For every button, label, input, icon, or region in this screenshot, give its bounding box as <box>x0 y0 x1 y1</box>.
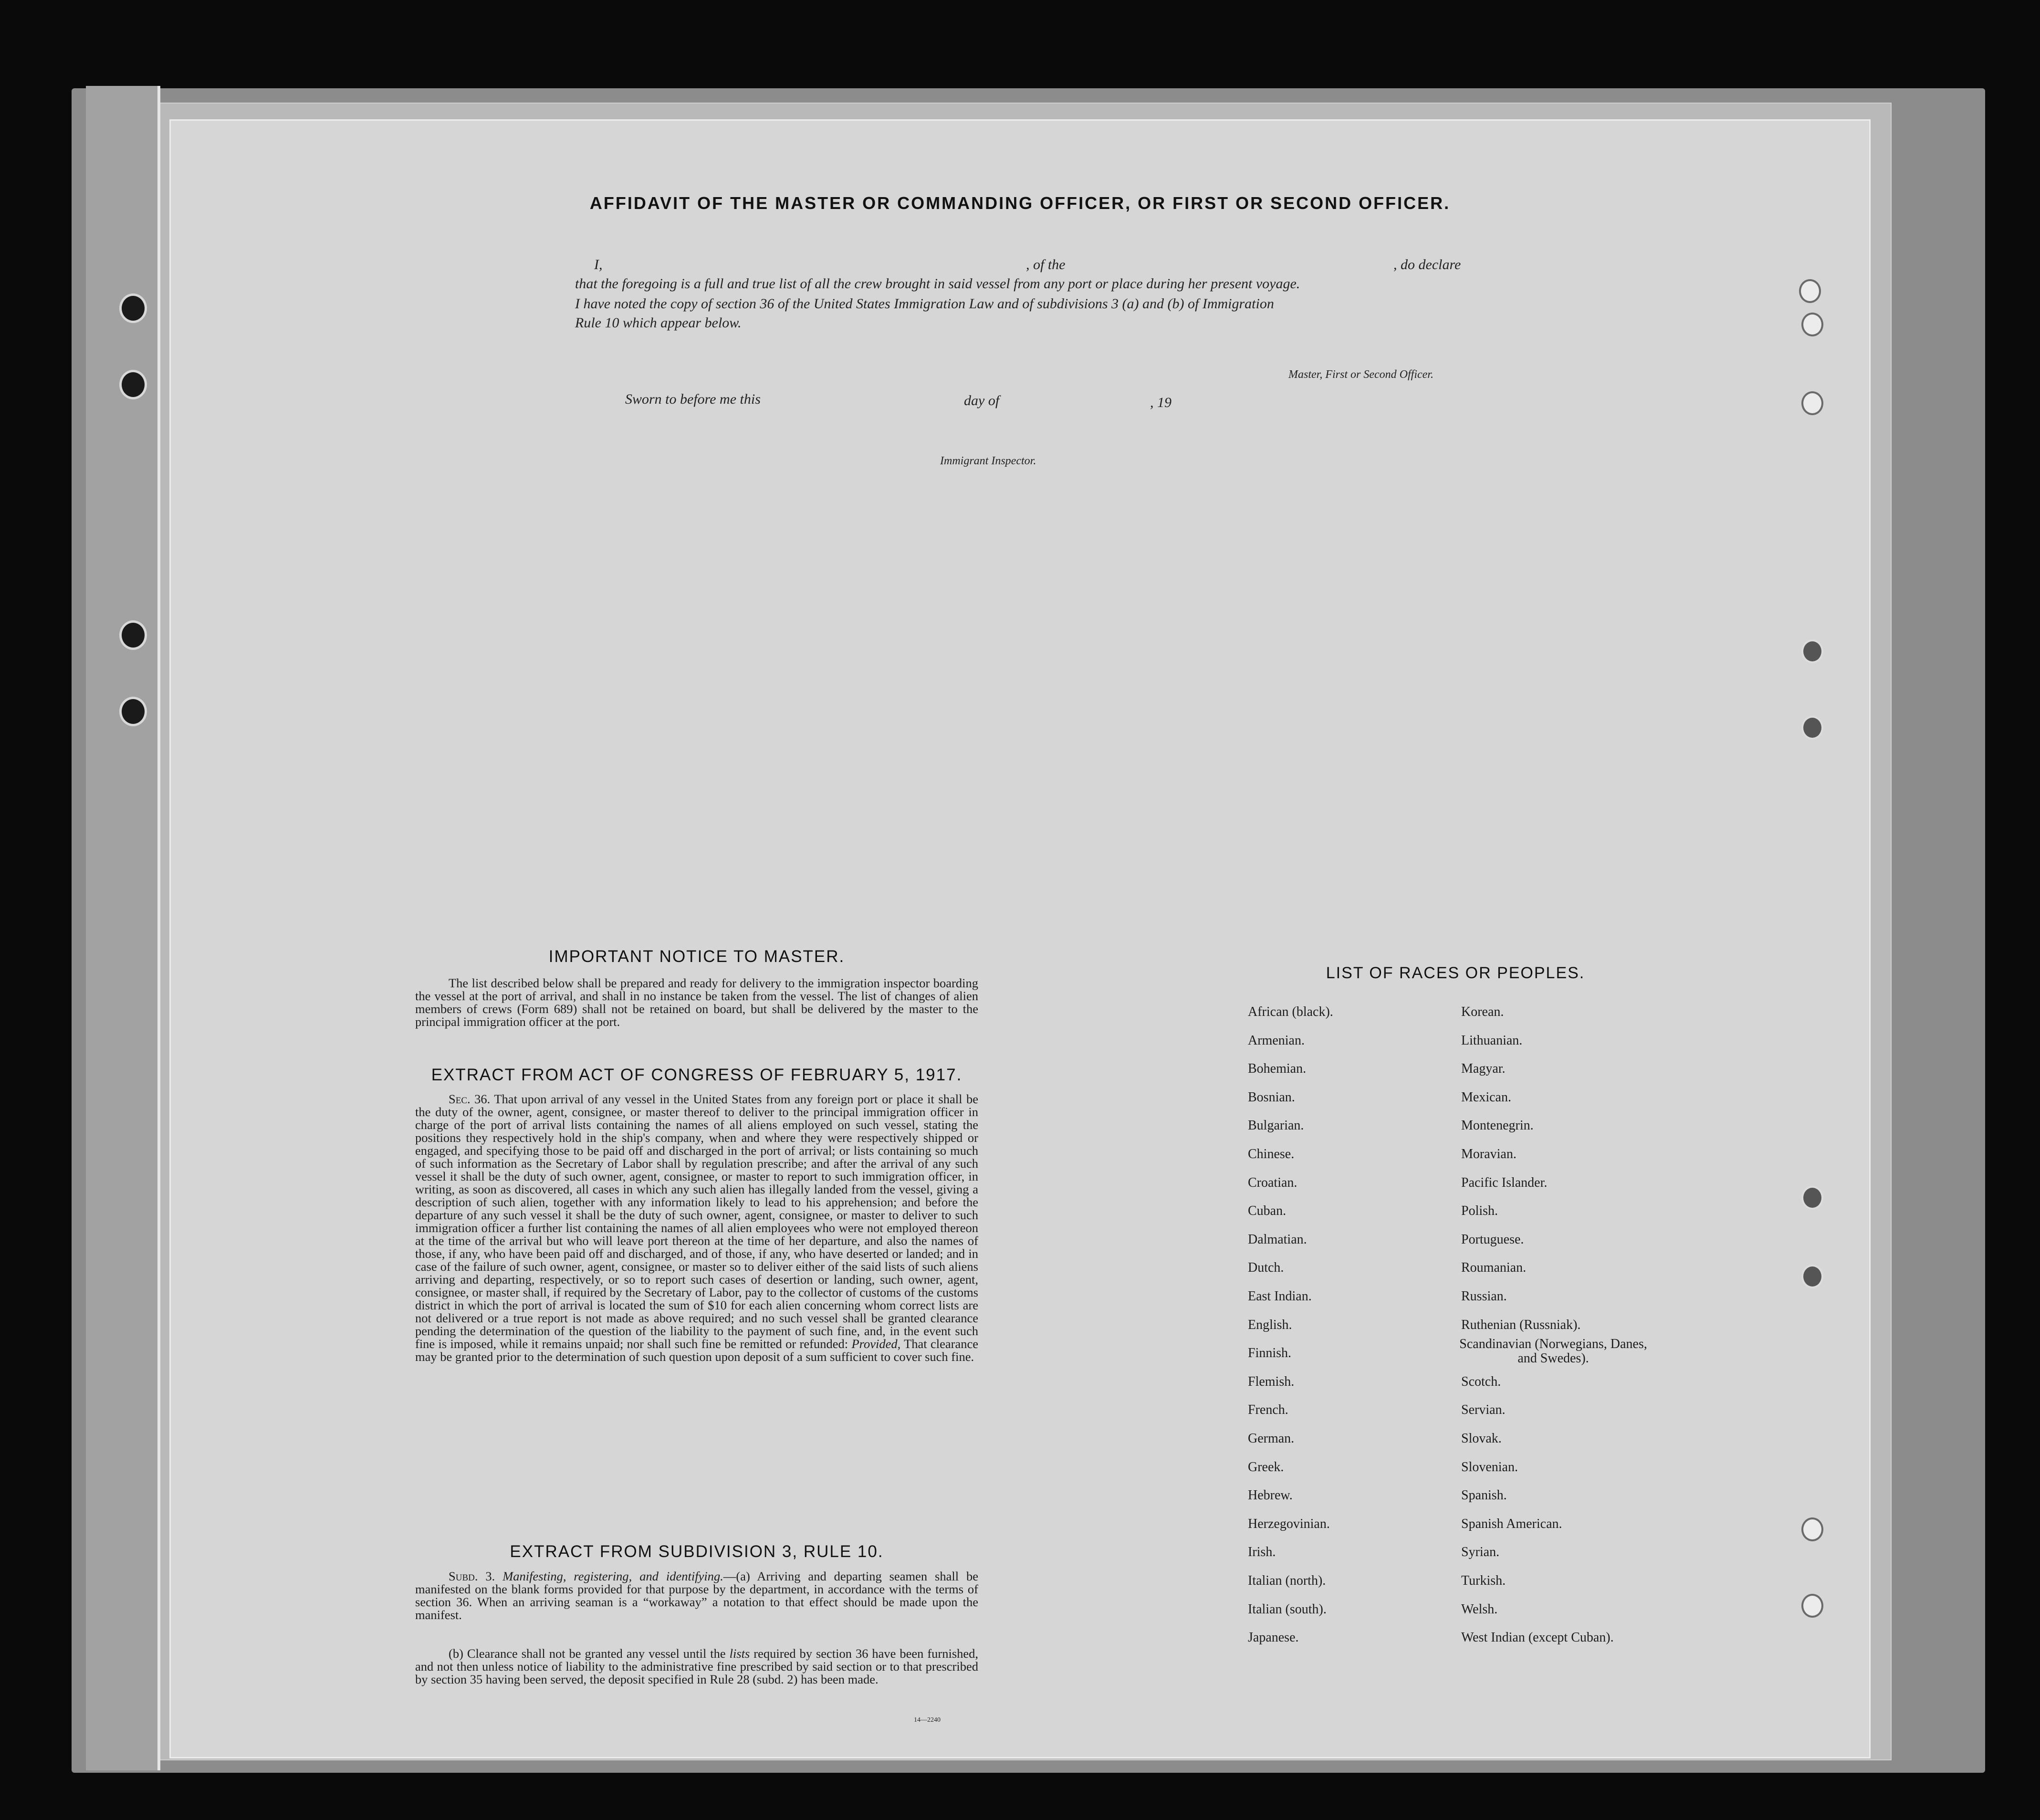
race-item: Welsh. <box>1461 1602 1498 1617</box>
form-number: 14—2240 <box>914 1716 941 1724</box>
race-item: Scotch. <box>1461 1374 1501 1389</box>
race-item: East Indian. <box>1248 1289 1312 1304</box>
sec-36-text: That upon arrival of any vessel in the United States from any foreign port or place it shall be the duty of the owner, agent, consignee, or master thereof to deliver to the principal immigration officer in charge of the port of arrival lists containing the names of all aliens employed on such vessel, stating the positions they respectively hold in the ship's company, when and where they were respectively shipped or engaged, and specifying those to be paid off and discharged in the port of arrival; or lists containing so much of such information as the Secretary of Labor shall by regulation prescribe; and after the arrival of any such vessel it shall be the duty of such owner, agent, consignee, or master to report to such immigration officer, in writing, as soon as discovered, all cases in which any such alien has illegally landed from the vessel, giving a description of such alien, together with any information likely to lead to his apprehension; and before the departure of any such vessel it shall be the duty of such owner, agent, consignee, or master to deliver to such immigration officer a further list containing the names of all alien employees who were not employed thereon at the time of the arrival but who will leave port thereon at the time of her departure, and also the names of those, if any, who have been paid off and discharged, and of those, if any, who have deserted or landed; and in case of the failure of such owner, agent, consignee, or master so to deliver either of the said lists of such aliens arriving and departing, respectively, or so to report such cases of desertion or landing, such owner, agent, consignee, or master shall, if required by the Secretary of Labor, pay to the collector of customs of the customs district in which the port of arrival is located the sum of $10 for each alien concerning whom correct lists are not delivered or a true report is not made as above required; and no such vessel shall be granted clearance pending the determination of the question of the liability to the payment of such fine, and, in the event such fine is imposed, while it remains unpaid; nor shall such fine be remitted or refunded: <box>415 1092 978 1351</box>
day-of-text: day of <box>964 393 1000 408</box>
punch-hole <box>1801 716 1823 740</box>
rule-extract-a <box>415 1570 978 1621</box>
inspector-label: Immigrant Inspector. <box>940 455 1036 467</box>
punch-hole <box>1801 313 1823 336</box>
punch-hole <box>1801 1517 1823 1541</box>
master-signature-label: Master, First or Second Officer. <box>1288 368 1433 381</box>
race-item: Bulgarian. <box>1248 1118 1304 1133</box>
notice-body: The list described below shall be prepared and ready for delivery to the immigration inspector boarding the vessel at the port of arrival, and shall in no instance be taken from the vessel. The list of changes of alien members of crews (Form 689) shall not be retained on board, but shall be delivered by the master to the principal immigration officer at the port. <box>415 976 978 1029</box>
race-item: Spanish. <box>1461 1488 1507 1503</box>
race-item: Slovenian. <box>1461 1460 1518 1475</box>
binding-hole <box>119 293 147 323</box>
subd-b-text-2: required by section 36 have been furnished, and not then unless notice of liability to the administrative fine prescribed by said section or to that prescribed by section 35 having been served, the deposit specified in Rule 28 (subd. 2) has been made. <box>415 1646 979 1686</box>
provided-word: Provided, <box>851 1337 901 1351</box>
binding-hole <box>119 620 147 650</box>
race-item: Finnish. <box>1248 1346 1292 1360</box>
race-item: Dalmatian. <box>1248 1232 1307 1247</box>
race-item: French. <box>1248 1402 1288 1417</box>
race-item: Bosnian. <box>1248 1090 1295 1105</box>
subd-b-text-1: Clearance shall not be granted any vessel until the <box>467 1646 726 1661</box>
race-item: Greek. <box>1248 1460 1284 1475</box>
punch-hole <box>1801 1186 1823 1210</box>
affidavit-title: AFFIDAVIT OF THE MASTER OR COMMANDING OFFICER, OR FIRST OR SECOND OFFICER. <box>589 193 1451 213</box>
act-extract-title: EXTRACT FROM ACT OF CONGRESS OF FEBRUARY 5, 1917. <box>431 1066 962 1084</box>
punch-hole <box>1801 1265 1823 1288</box>
binding-hole <box>119 697 147 726</box>
race-item: Servian. <box>1461 1402 1506 1417</box>
race-item: West Indian (except Cuban). <box>1461 1630 1614 1645</box>
race-item: Italian (south). <box>1248 1602 1327 1617</box>
binding-hole <box>119 370 147 399</box>
race-item: Roumanian. <box>1461 1260 1527 1275</box>
race-item: Japanese. <box>1248 1630 1299 1645</box>
subd-b-label: (b) <box>449 1646 463 1661</box>
race-item: Croatian. <box>1248 1175 1297 1190</box>
race-item: Korean. <box>1461 1004 1504 1019</box>
document-page <box>169 119 1871 1758</box>
race-item: Spanish American. <box>1461 1517 1562 1531</box>
race-item: Moravian. <box>1461 1147 1517 1161</box>
race-item: Slovak. <box>1461 1431 1502 1446</box>
race-item: Armenian. <box>1248 1033 1305 1048</box>
affidavit-of-the: , of the <box>1026 257 1066 272</box>
race-item: Montenegrin. <box>1461 1118 1534 1133</box>
race-item: Irish. <box>1248 1545 1276 1559</box>
race-item: Russian. <box>1461 1289 1507 1304</box>
affidavit-line-2: I have noted the copy of section 36 of the United States Immigration Law and of subdivisions 3 (a) and (b) of Immigration <box>575 296 1274 312</box>
subd-label: Subd. 3. <box>449 1569 495 1583</box>
race-item: Turkish. <box>1461 1573 1506 1588</box>
race-item: Ruthenian (Russniak). <box>1461 1318 1581 1332</box>
race-item: Scandinavian (Norwegians, Danes, and Swedes). <box>1459 1337 1647 1366</box>
race-item: English. <box>1248 1318 1292 1332</box>
race-item: Herzegovinian. <box>1248 1517 1330 1531</box>
race-item: Polish. <box>1461 1203 1498 1218</box>
sec-36-label: Sec. 36. <box>449 1092 491 1106</box>
subd-a-text: —(a) Arriving and departing seamen shall be manifested on the blank forms provided for that purpose by the department, in accordance with the terms of section 36. When an arriving seaman is a “workaway” a notation to that effect should be made upon the manifest. <box>415 1569 978 1622</box>
race-item: German. <box>1248 1431 1295 1446</box>
affidavit-do-declare: , do declare <box>1393 257 1461 272</box>
subd-b-lists: lists <box>729 1646 750 1661</box>
race-item: Pacific Islander. <box>1461 1175 1548 1190</box>
punch-hole <box>1801 391 1823 415</box>
races-title: LIST OF RACES OR PEOPLES. <box>1326 964 1585 982</box>
subd-heading: Manifesting, registering, and identifying. <box>502 1569 723 1583</box>
act-extract-body <box>415 1093 978 1363</box>
affidavit-line-3: Rule 10 which appear below. <box>575 315 742 331</box>
race-item: Italian (north). <box>1248 1573 1326 1588</box>
race-item: Dutch. <box>1248 1260 1284 1275</box>
race-item: Syrian. <box>1461 1545 1500 1559</box>
race-item: Lithuanian. <box>1461 1033 1523 1048</box>
race-item: Hebrew. <box>1248 1488 1293 1503</box>
sec-36-text-end: That clearance may be granted prior to the determination of such question upon deposit of a sum sufficient to cover such fine. <box>415 1337 979 1364</box>
race-item: African (black). <box>1248 1004 1333 1019</box>
race-item: Cuban. <box>1248 1203 1287 1218</box>
punch-hole <box>1799 279 1821 303</box>
year-text: , 19 <box>1150 395 1172 410</box>
race-item: Magyar. <box>1461 1061 1506 1076</box>
notice-title: IMPORTANT NOTICE TO MASTER. <box>548 947 845 966</box>
punch-hole <box>1801 639 1823 663</box>
race-item: Chinese. <box>1248 1147 1295 1161</box>
rule-extract-b <box>415 1647 978 1686</box>
race-item: Bohemian. <box>1248 1061 1307 1076</box>
race-item: Flemish. <box>1248 1374 1295 1389</box>
race-item: Portuguese. <box>1461 1232 1524 1247</box>
punch-hole <box>1801 1594 1823 1618</box>
rule-extract-title: EXTRACT FROM SUBDIVISION 3, RULE 10. <box>510 1542 884 1561</box>
race-item: Mexican. <box>1461 1090 1511 1105</box>
affidavit-i: I, <box>594 257 603 272</box>
sworn-text: Sworn to before me this <box>625 391 761 407</box>
binding-strip <box>86 86 160 1770</box>
affidavit-line-1: that the foregoing is a full and true list of all the crew brought in said vessel from any port or place during her present voyage. <box>575 276 1300 292</box>
